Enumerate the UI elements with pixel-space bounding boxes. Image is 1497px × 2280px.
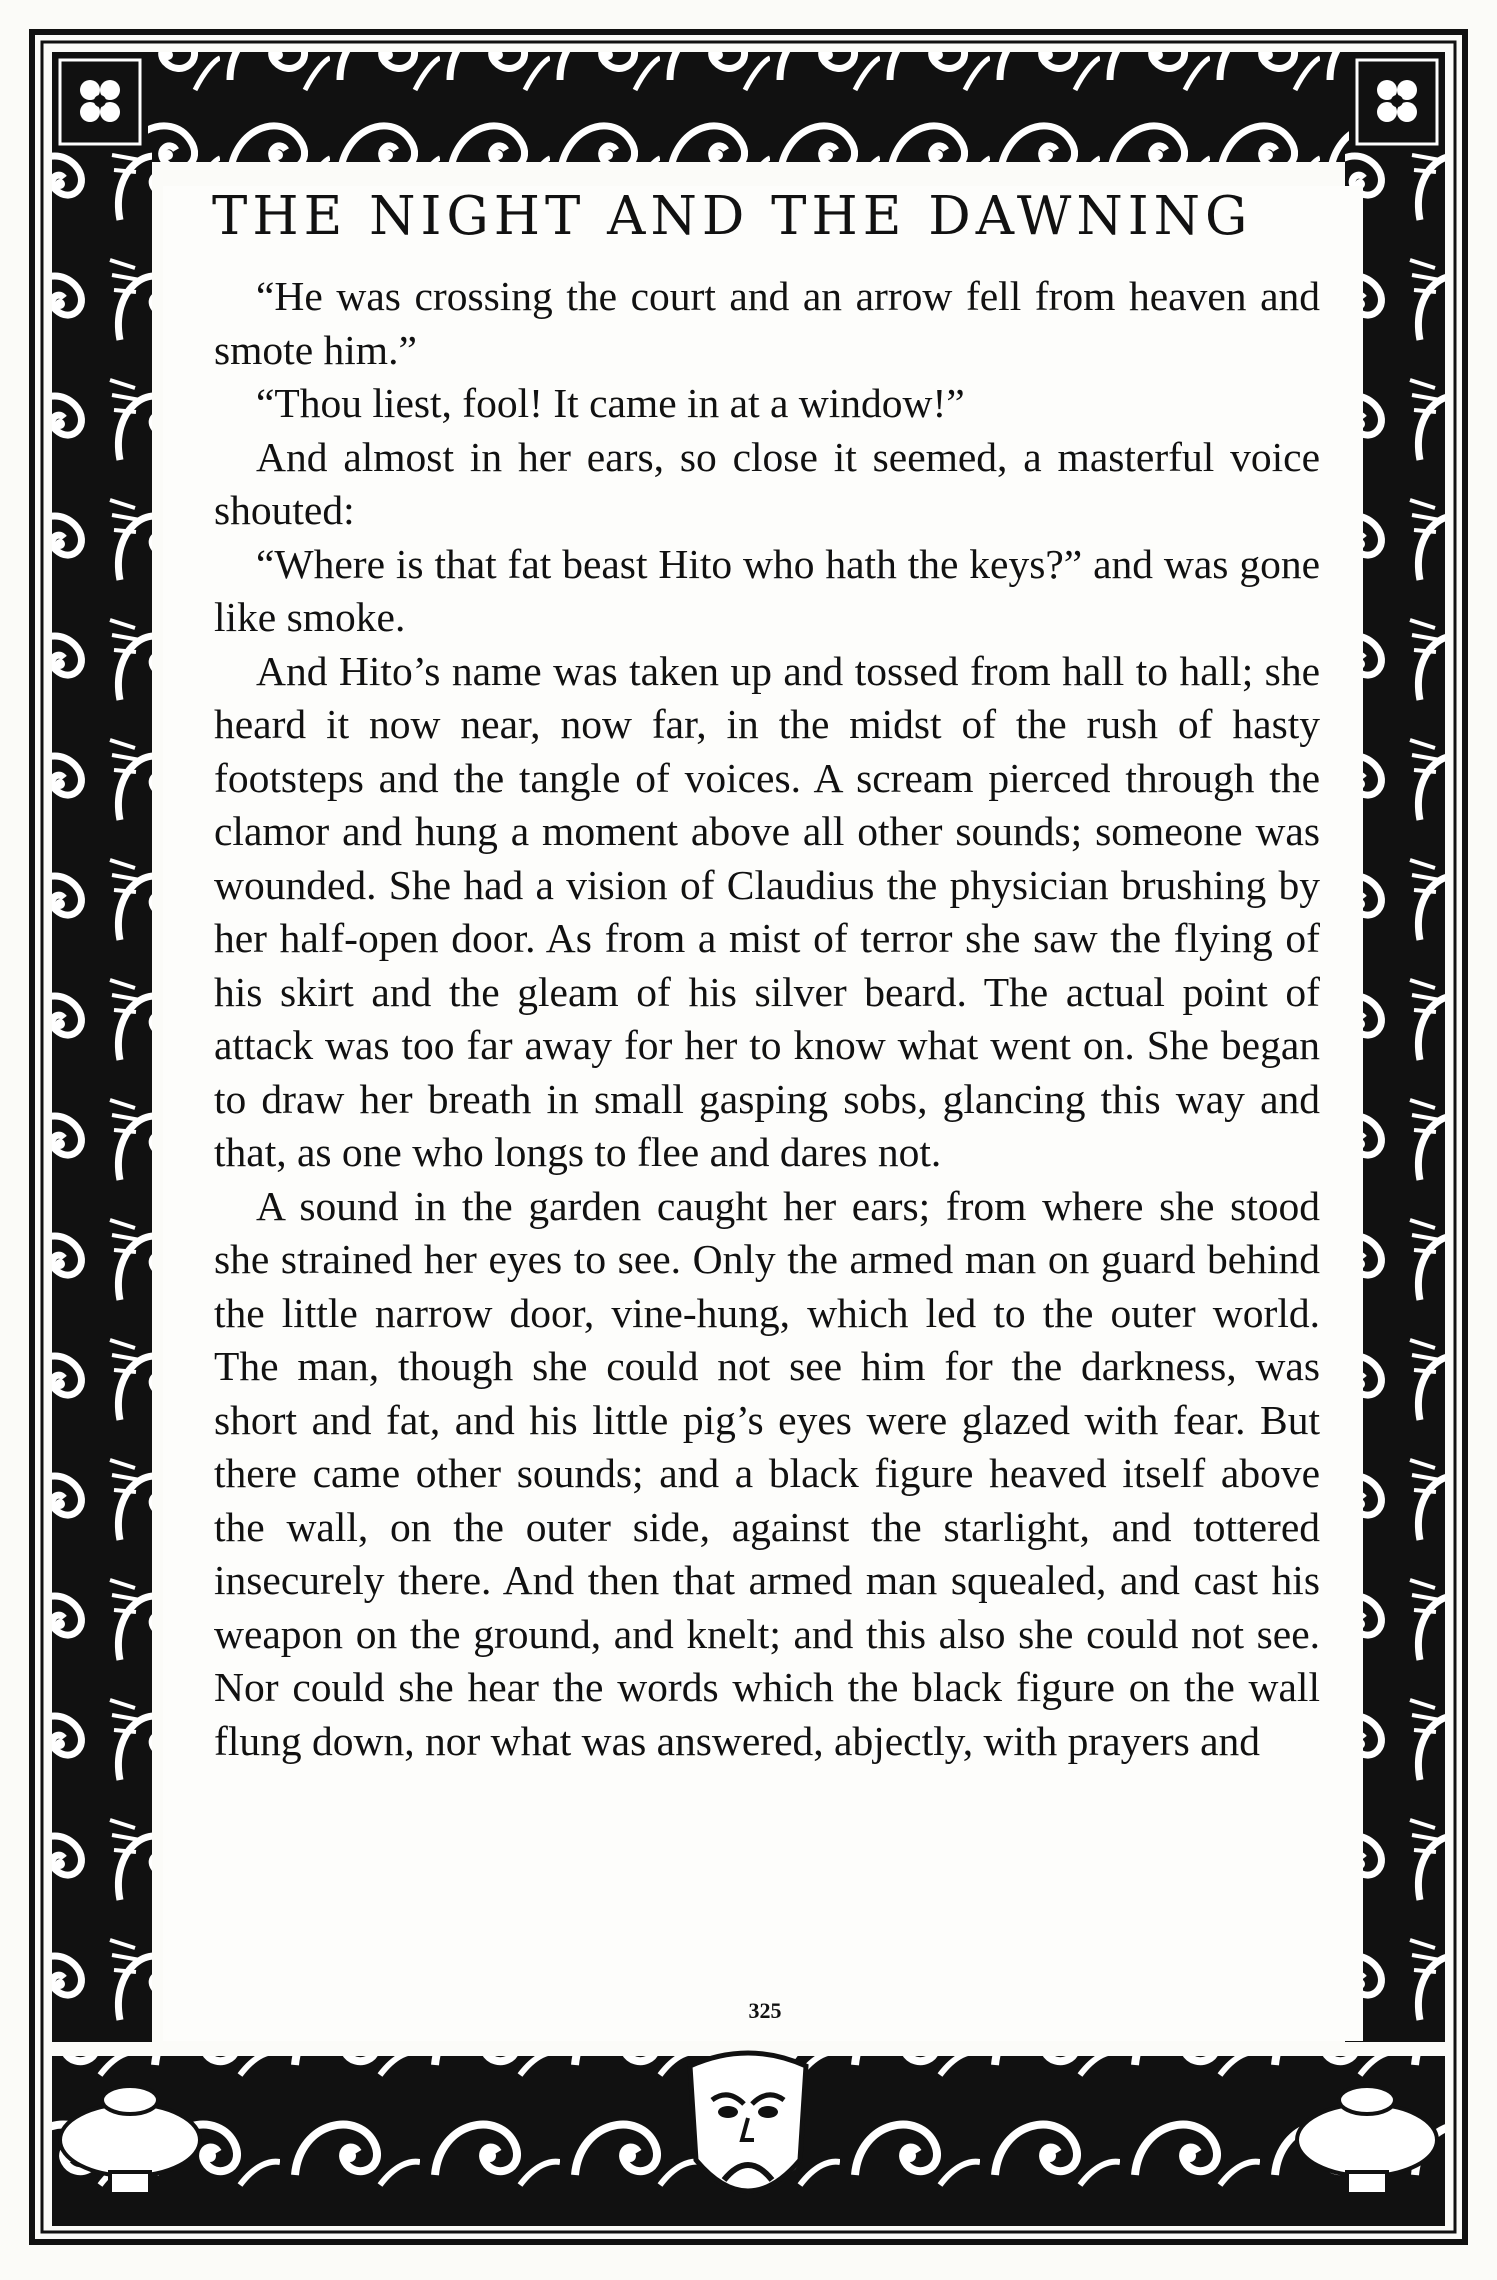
body-text	[214, 270, 1320, 1768]
paragraph: “Where is that fat beast Hito who hath the keys?” and was gone like smoke.	[214, 540, 1320, 640]
paragraph: “Thou liest, fool! It came in at a window!”	[256, 380, 965, 426]
page-number: 325	[748, 1998, 782, 2023]
top-scroll-band	[148, 52, 1349, 162]
four-petal-flower-icon	[1349, 52, 1445, 152]
paragraph: “He was crossing the court and an arrow fell from heaven and smote him.”	[214, 273, 1320, 373]
chapter-title: THE NIGHT AND THE DAWNING	[212, 186, 1253, 247]
paragraph: And almost in her ears, so close it seemed, a masterful voice shouted:	[214, 433, 1320, 533]
paragraph: A sound in the garden caught her ears; from where she stood she strained her eyes to see. Only the armed man on guard behind the little narrow door, vine-hung, which led to the outer world. The man, though she could not see him for the darkness, was short and fat, and his little pig’s eyes were glazed with fear. But there came other sounds; and a black figure heaved itself above the wall, on the outer side, against the starlight, and tottered insecurely there. And then that armed man squealed, and cast his weapon on the ground, and knelt; and this also she could not see. Nor could she hear the words which the black figure on the wall flung down, nor what was answered, abjectly, with prayers and	[214, 1182, 1320, 1764]
left-scroll-band	[52, 152, 152, 2042]
paragraph: And Hito’s name was taken up and tossed from hall to hall; she heard it now near, now far, in the midst of the rush of hasty footsteps and the tangle of voices. A scream pierced through the clamor and hung a moment above all other sounds; someone was wounded. She had a vision of Claudius the physician brushing by her half-open door. As from a mist of terror she saw the flying of his skirt and the gleam of his silver beard. The actual point of attack was too far away for her to know what went on. She began to draw her breath in small gasping sobs, glancing this way and that, as one who longs to flee and dares not.	[214, 647, 1320, 1175]
tragic-mask-icon	[690, 2053, 806, 2191]
four-petal-flower-icon	[52, 52, 148, 152]
